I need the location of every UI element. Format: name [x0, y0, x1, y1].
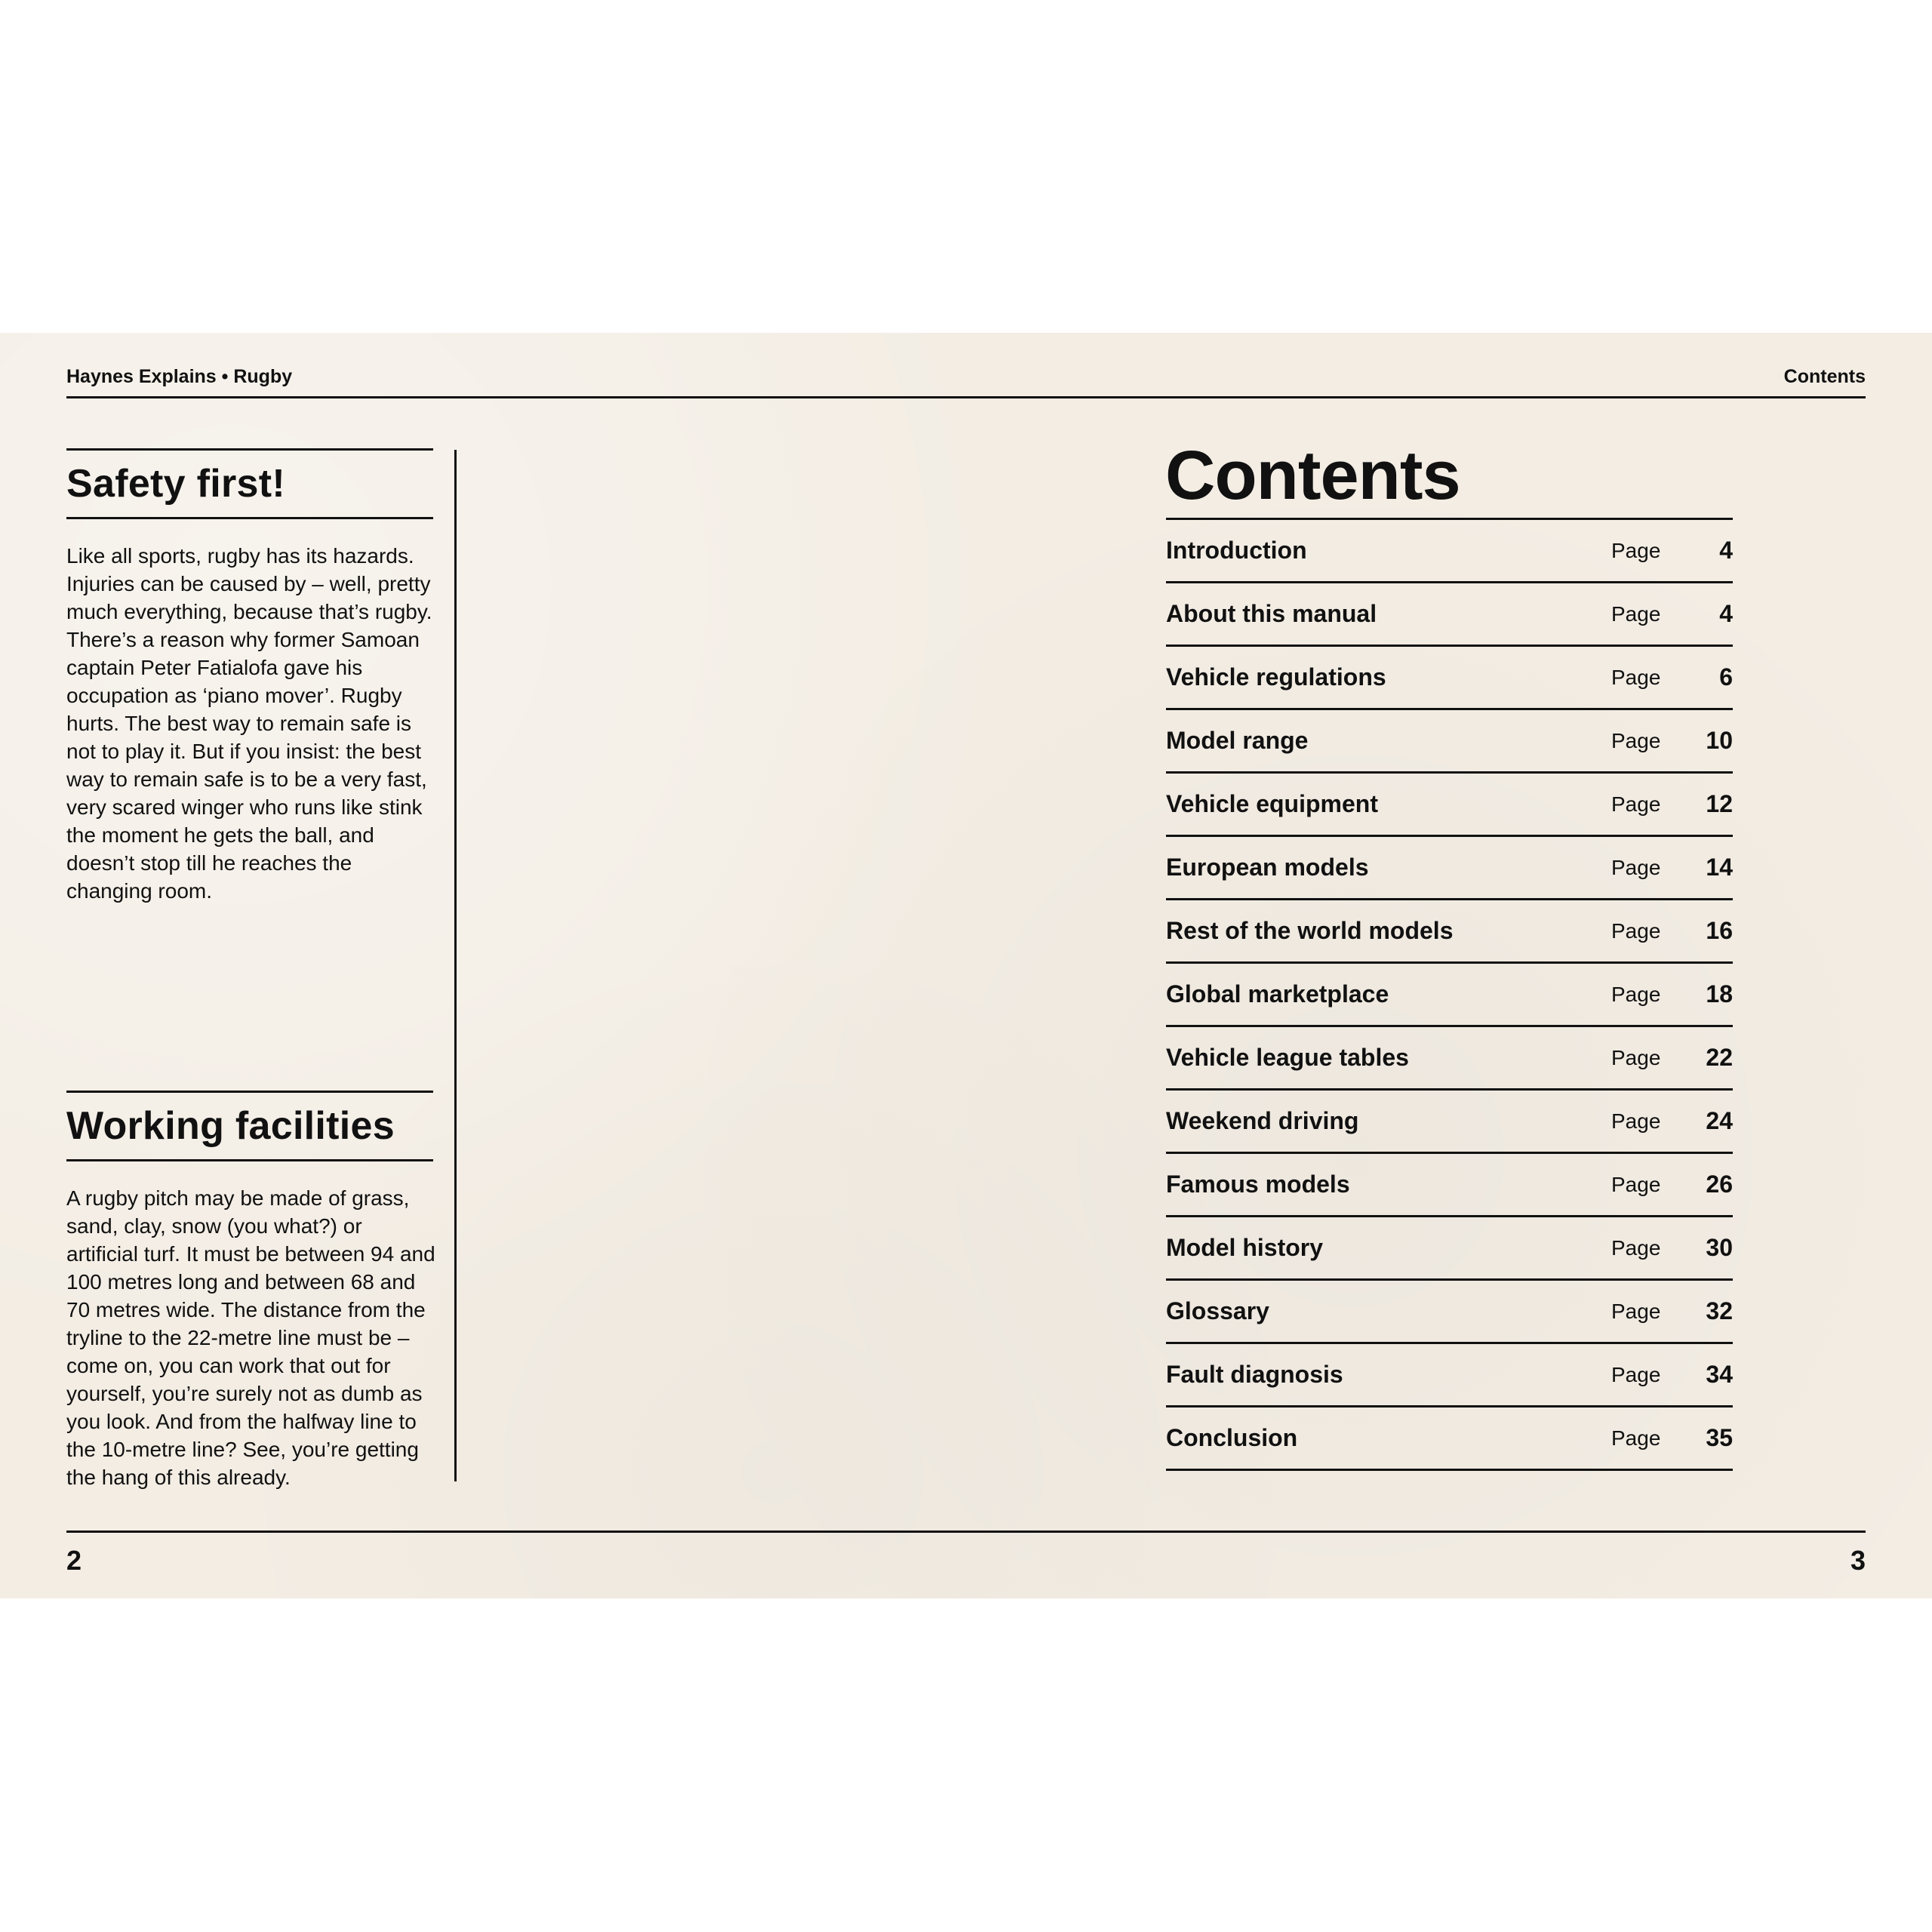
- toc-entry[interactable]: [1166, 1281, 1733, 1344]
- toc-entry-title: Glossary: [1166, 1297, 1269, 1324]
- toc-page-label: Page: [1611, 792, 1661, 816]
- toc-page-label: Page: [1611, 1363, 1661, 1386]
- toc-page-label: Page: [1611, 666, 1661, 689]
- toc-entry[interactable]: [1166, 710, 1733, 774]
- toc-page-label: Page: [1611, 1426, 1661, 1450]
- table-of-contents: [1166, 518, 1733, 1471]
- column-divider: [454, 450, 457, 1481]
- working-facilities-box: [66, 1091, 433, 1491]
- toc-page-number: 14: [1706, 854, 1733, 881]
- toc-entry-title: Introduction: [1166, 537, 1307, 564]
- toc-entry-title: Weekend driving: [1166, 1107, 1359, 1134]
- page-number-left: 2: [66, 1545, 82, 1576]
- toc-page-number: 22: [1706, 1044, 1733, 1071]
- contents-title: Contents: [1165, 437, 1460, 514]
- toc-entry[interactable]: [1166, 1091, 1733, 1154]
- header-rule: [66, 396, 1866, 398]
- toc-page-label: Page: [1611, 1300, 1661, 1323]
- toc-entry-title: Conclusion: [1166, 1424, 1298, 1451]
- working-facilities-heading: Working facilities: [66, 1104, 395, 1148]
- toc-entry-title: Famous models: [1166, 1171, 1350, 1198]
- toc-page-number: 6: [1719, 663, 1733, 691]
- footer-rule: [66, 1531, 1866, 1533]
- toc-page-label: Page: [1611, 1236, 1661, 1260]
- toc-entry-title: Rest of the world models: [1166, 917, 1454, 944]
- toc-page-number: 10: [1706, 727, 1733, 754]
- toc-entry[interactable]: [1166, 520, 1733, 583]
- toc-page-label: Page: [1611, 919, 1661, 943]
- toc-entry[interactable]: [1166, 964, 1733, 1027]
- toc-page-label: Page: [1611, 1109, 1661, 1133]
- toc-page-number: 32: [1706, 1297, 1733, 1324]
- toc-entry[interactable]: [1166, 1407, 1733, 1471]
- toc-entry[interactable]: [1166, 774, 1733, 837]
- toc-page-number: 18: [1706, 980, 1733, 1008]
- working-facilities-body: A rugby pitch may be made of grass, sand, clay, snow (you what?) or artificial turf. It must be between 94 and 100 metres long and between 68 and 70 metres wide. The distance from the tryline to the 22-metre line must be – come on, you can work that out for yourself, you’re surely not as dumb as you look. And from the halfway line to the 10-metre line? See, you’re getting the hang of this already.: [66, 1186, 435, 1489]
- toc-page-label: Page: [1611, 729, 1661, 752]
- toc-entry[interactable]: [1166, 647, 1733, 710]
- toc-page-label: Page: [1611, 856, 1661, 879]
- toc-entry-title: Vehicle equipment: [1166, 790, 1378, 817]
- toc-entry[interactable]: [1166, 1154, 1733, 1217]
- toc-entry-title: European models: [1166, 854, 1369, 881]
- toc-page-label: Page: [1611, 1046, 1661, 1069]
- running-head-right: Contents: [1783, 366, 1866, 387]
- toc-entry[interactable]: [1166, 583, 1733, 647]
- toc-entry-title: Model history: [1166, 1234, 1324, 1261]
- page-number-right: 3: [1850, 1545, 1866, 1576]
- toc-page-label: Page: [1611, 539, 1661, 562]
- toc-page-number: 34: [1706, 1361, 1733, 1388]
- safety-first-body: Like all sports, rugby has its hazards. Injuries can be caused by – well, pretty much everything, because that’s rugby. There’s a reason why former Samoan captain Peter Fatialofa gave his occupation as ‘piano mover’. Rugby hurts. The best way to remain safe is not to play it. But if you insist: the best way to remain safe is to be a very fast, very scared winger who runs like stink the moment he gets the ball, and doesn’t stop till he reaches the changing room.: [66, 544, 432, 903]
- box-heading-rule: [66, 517, 433, 519]
- toc-page-label: Page: [1611, 1173, 1661, 1196]
- toc-page-label: Page: [1611, 983, 1661, 1006]
- toc-entry[interactable]: [1166, 900, 1733, 964]
- toc-entry[interactable]: [1166, 837, 1733, 900]
- box-heading-rule: [66, 1159, 433, 1161]
- toc-entry-title: Vehicle league tables: [1166, 1044, 1409, 1071]
- toc-entry-title: Global marketplace: [1166, 980, 1389, 1008]
- toc-entry-title: Fault diagnosis: [1166, 1361, 1343, 1388]
- running-head-left: Haynes Explains • Rugby: [66, 366, 293, 387]
- toc-page-label: Page: [1611, 602, 1661, 626]
- toc-page-number: 16: [1706, 917, 1733, 944]
- toc-page-number: 4: [1719, 600, 1733, 627]
- toc-page-number: 35: [1706, 1424, 1733, 1451]
- toc-page-number: 24: [1706, 1107, 1733, 1134]
- toc-page-number: 12: [1706, 790, 1733, 817]
- toc-page-number: 30: [1706, 1234, 1733, 1261]
- toc-entry[interactable]: [1166, 1027, 1733, 1091]
- toc-entry[interactable]: [1166, 1344, 1733, 1407]
- toc-page-number: 4: [1719, 537, 1733, 564]
- toc-entry[interactable]: [1166, 1217, 1733, 1281]
- toc-page-number: 26: [1706, 1171, 1733, 1198]
- toc-entry-title: Model range: [1166, 727, 1309, 754]
- toc-entry-title: Vehicle regulations: [1166, 663, 1386, 691]
- toc-entry-title: About this manual: [1166, 600, 1377, 627]
- safety-first-box: [66, 448, 433, 905]
- safety-first-heading: Safety first!: [66, 462, 285, 506]
